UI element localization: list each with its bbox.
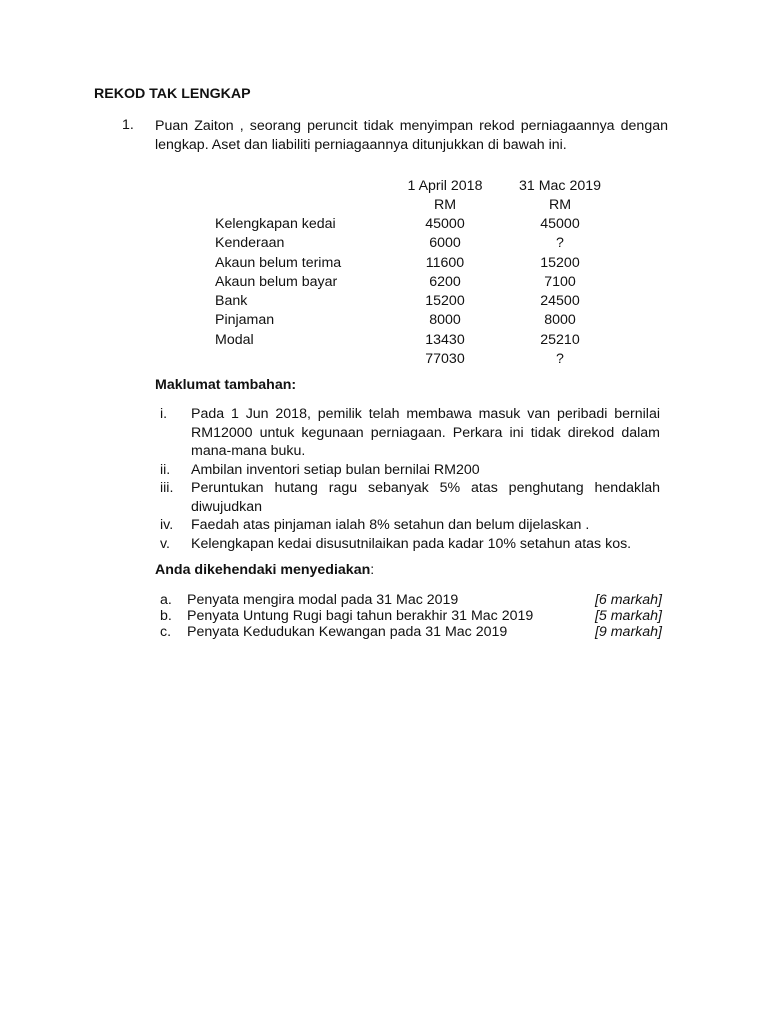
list-item (160, 535, 660, 554)
additional-info-heading: Maklumat tambahan: (155, 377, 297, 393)
row-label: Kelengkapan kedai (215, 216, 336, 232)
document-title: REKOD TAK LENGKAP (94, 86, 251, 102)
table-row (215, 312, 675, 331)
item-text (191, 516, 660, 535)
list-item (160, 405, 660, 461)
item-number: iii. (160, 480, 174, 496)
value-2018: 15200 (425, 293, 465, 310)
total-2019: ? (556, 351, 564, 368)
item-marks: [6 markah] (594, 592, 662, 608)
item-text-line: RM12000 untuk kegunaan perniagaan. Perkara ini tidak direkod dalam (191, 424, 660, 441)
value-2018: 6200 (429, 273, 461, 290)
row-label: Bank (215, 293, 248, 310)
column-unit-1: RM (433, 197, 457, 213)
value-2019: 15200 (540, 254, 580, 271)
list-item (160, 516, 660, 535)
item-letter: c. (160, 624, 172, 640)
item-text (191, 535, 660, 554)
item-marks: [9 markah] (594, 624, 662, 640)
value-2019: 25210 (540, 331, 580, 348)
list-item (160, 608, 665, 624)
item-letter: b. (160, 608, 172, 624)
value-2018: 13430 (425, 331, 465, 348)
table-row (215, 255, 675, 274)
requirements-heading-colon: : (370, 562, 375, 578)
item-text: Penyata mengira modal pada 31 Mac 2019 (187, 592, 459, 608)
item-number: iv. (160, 517, 174, 533)
requirements-list (160, 592, 665, 640)
table-row (215, 293, 675, 312)
item-text-line: Peruntukan hutang ragu sebanyak 5% atas penghutang hendaklah (191, 480, 660, 496)
value-2019: ? (556, 235, 564, 252)
item-number: i. (160, 406, 168, 422)
row-label: Akaun belum terima (215, 254, 342, 271)
balance-table (215, 216, 675, 370)
item-text: Penyata Untung Rugi bagi tahun berakhir 31 Mac 2019 (187, 608, 534, 624)
item-number: ii. (160, 461, 171, 478)
row-label: Pinjaman (215, 312, 275, 329)
item-text-line: diwujudkan (191, 498, 262, 515)
value-2019: 7100 (544, 273, 576, 290)
requirements-heading (155, 562, 374, 578)
item-text (191, 405, 660, 461)
item-text-line: Kelengkapan kedai disusutnilaikan pada kadar 10% setahun atas kos. (191, 535, 632, 552)
column-unit-2: RM (548, 197, 572, 213)
row-label: Modal (215, 331, 254, 348)
value-2018: 11600 (425, 254, 465, 271)
list-item (160, 592, 665, 608)
item-text-line: Faedah atas pinjaman ialah 8% setahun dan belum dijelaskan . (191, 517, 590, 533)
table-row (215, 274, 675, 293)
total-2018: 77030 (425, 351, 465, 368)
column-header-date-2: 31 Mac 2019 (518, 178, 602, 194)
item-letter: a. (160, 592, 172, 608)
item-number: v. (160, 535, 170, 552)
table-row (215, 235, 675, 254)
intro-line: Puan Zaiton , seorang peruncit tidak menyimpan rekod perniagaannya dengan (155, 118, 668, 134)
table-total-row (215, 351, 675, 370)
item-text-line: mana-mana buku. (191, 443, 306, 459)
value-2018: 45000 (425, 216, 465, 232)
item-text-line: Ambilan inventori setiap bulan bernilai RM200 (191, 461, 480, 478)
item-marks: [5 markah] (594, 608, 662, 624)
question-number: 1. (122, 117, 134, 133)
question-intro (155, 117, 668, 155)
item-text (191, 461, 660, 480)
value-2018: 6000 (429, 235, 461, 252)
requirements-heading-text: Anda dikehendaki menyediakan (155, 562, 371, 578)
list-item (160, 479, 660, 516)
row-label: Kenderaan (215, 235, 285, 252)
value-2019: 24500 (540, 293, 580, 310)
value-2019: 8000 (544, 312, 576, 329)
list-item (160, 624, 665, 640)
intro-line: lengkap. Aset dan liabiliti perniagaannya ditunjukkan di bawah ini. (155, 137, 567, 153)
column-header-date-1: 1 April 2018 (407, 178, 483, 194)
additional-info-list (160, 405, 660, 553)
table-row (215, 216, 675, 235)
value-2018: 8000 (429, 312, 461, 329)
item-text-line: Pada 1 Jun 2018, pemilik telah membawa masuk van peribadi bernilai (191, 406, 660, 422)
table-row (215, 332, 675, 351)
list-item (160, 461, 660, 480)
row-label: Akaun belum bayar (215, 273, 338, 290)
value-2019: 45000 (540, 216, 580, 232)
item-text: Penyata Kedudukan Kewangan pada 31 Mac 2019 (187, 624, 508, 640)
item-text (191, 479, 660, 516)
